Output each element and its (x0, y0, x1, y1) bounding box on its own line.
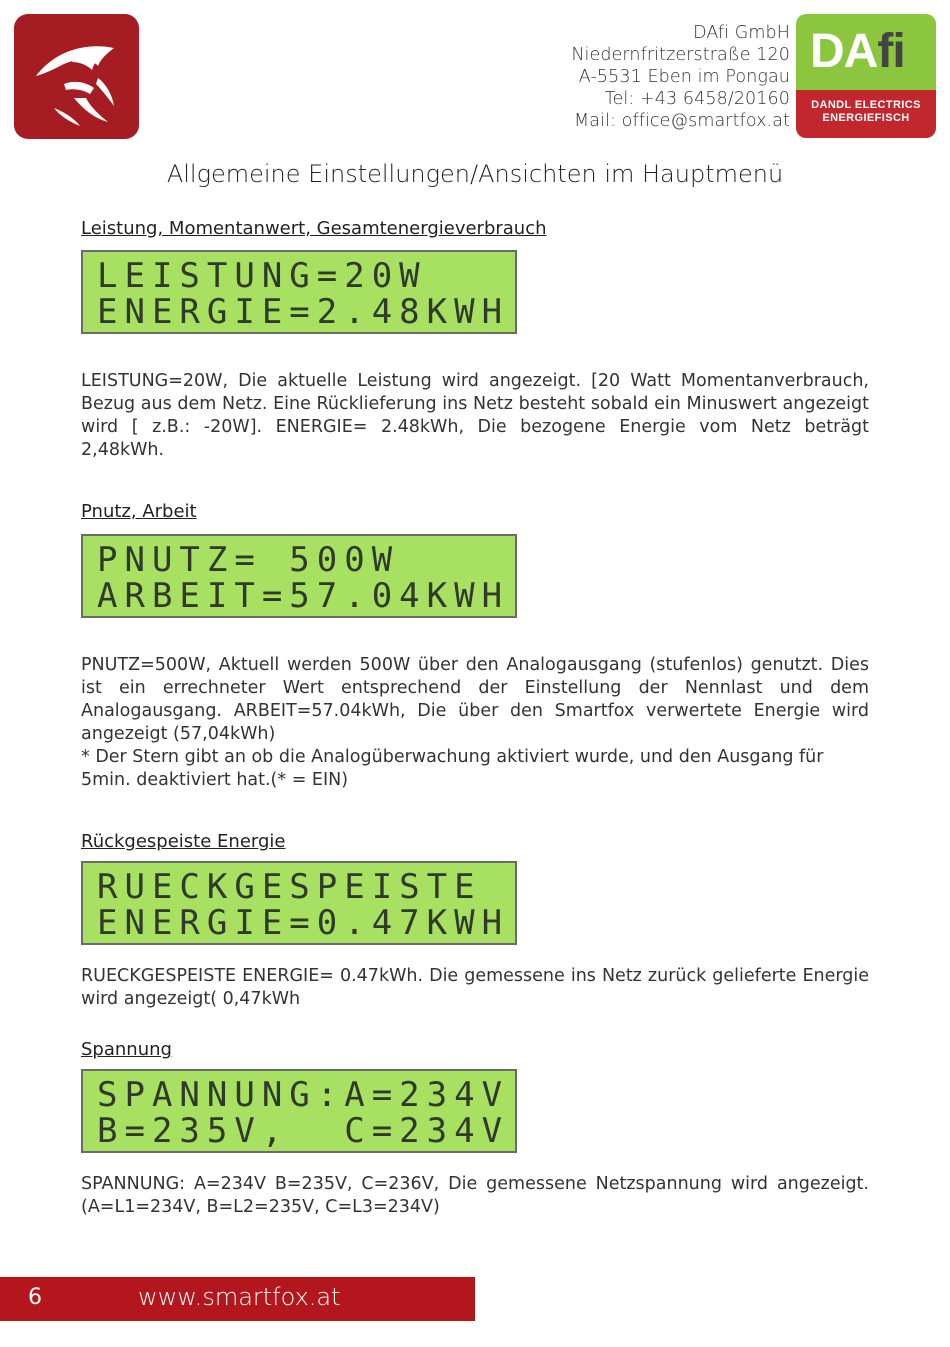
company-city: A-5531 Eben im Pongau (578, 67, 790, 87)
paragraph-note: * Der Stern gibt an ob die Analogüberwachung aktiviert wurde, und den Ausgang für 5min. deaktiviert hat.(* = EIN) (81, 747, 824, 790)
fox-logo (14, 14, 139, 139)
dafi-logo-top (796, 14, 936, 90)
footer-website-link[interactable]: www.smartfox.at (138, 1283, 341, 1311)
paragraph-text: SPANNUNG: A=234V B=235V, C=236V, Die gemessene Netzspannung wird angezeigt. (A=L1=234V, B=L2=235V, C=L3=234V) (81, 1174, 869, 1217)
company-street: Niedernfritzerstraße 120 (571, 45, 790, 65)
company-address (571, 22, 790, 132)
dafi-line2: ENERGIEFISCH (822, 112, 910, 124)
dafi-brand (810, 24, 905, 80)
lcd-line-1: SPANNUNG:A=234V (97, 1075, 510, 1115)
dafi-brand-fi: fi (877, 25, 905, 78)
lcd-line-2: B=235V, C=234V (97, 1111, 510, 1151)
lcd-line-2: ARBEIT=57.04KWH (97, 576, 510, 616)
page-number: 6 (28, 1285, 42, 1310)
lcd-display-leistung (81, 250, 517, 334)
company-name: DAfi GmbH (693, 23, 790, 43)
lcd-line-1: LEISTUNG=20W (97, 256, 427, 296)
lcd-line-1: PNUTZ= 500W (97, 540, 400, 580)
paragraph-rueckgespeist (81, 965, 869, 1011)
company-mail: Mail: office@smartfox.at (574, 111, 790, 131)
lcd-line-1: RUECKGESPEISTE (97, 867, 482, 907)
section-heading-spannung: Spannung (81, 1039, 172, 1060)
section-heading-rueckgespeist: Rückgespeiste Energie (81, 831, 286, 852)
paragraph-leistung (81, 370, 869, 462)
paragraph-pnutz (81, 654, 869, 792)
paragraph-text: LEISTUNG=20W, Die aktuelle Leistung wird angezeigt. [20 Watt Momentanverbrauch, Bezug aus dem Netz. Eine Rücklieferung ins Netz besteht sobald ein Minuswert angezeigt wird [ z.B.: -20W]. ENERGIE= 2.48kWh, Die bezogene Energie vom Netz beträgt 2,48kWh. (81, 371, 869, 460)
section-heading-leistung: Leistung, Momentanwert, Gesamtenergieverbrauch (81, 218, 547, 239)
dafi-line1: DANDL ELECTRICS (811, 99, 921, 111)
paragraph-text: RUECKGESPEISTE ENERGIE= 0.47kWh. Die gemessene ins Netz zurück gelieferte Energie wird angezeigt( 0,47kWh (81, 966, 869, 1009)
lcd-display-rueckgespeist (81, 861, 517, 945)
lcd-display-spannung (81, 1069, 517, 1153)
lcd-display-pnutz (81, 534, 517, 618)
lcd-line-2: ENERGIE=0.47KWH (97, 903, 510, 943)
paragraph-spannung (81, 1173, 869, 1219)
section-heading-pnutz: Pnutz, Arbeit (81, 501, 197, 522)
dafi-brand-da: DA (810, 25, 878, 78)
lcd-line-2: ENERGIE=2.48KWH (97, 292, 510, 332)
dafi-logo (796, 14, 936, 138)
company-phone: Tel: +43 6458/20160 (604, 89, 790, 109)
paragraph-text: PNUTZ=500W, Aktuell werden 500W über den Analogausgang (stufenlos) genutzt. Dies ist ein errechneter Wert entsprechend der Einstellung der Nennlast und dem Analogausgang. ARBEIT=57.04kWh, Die über den Smartfox verwertete Energie wird angezeigt (57,04kWh) (81, 655, 869, 744)
fox-logo-icon (14, 14, 139, 139)
page-title: Allgemeine Einstellungen/Ansichten im Hauptmenü (166, 160, 784, 188)
dafi-logo-bottom (796, 90, 936, 138)
